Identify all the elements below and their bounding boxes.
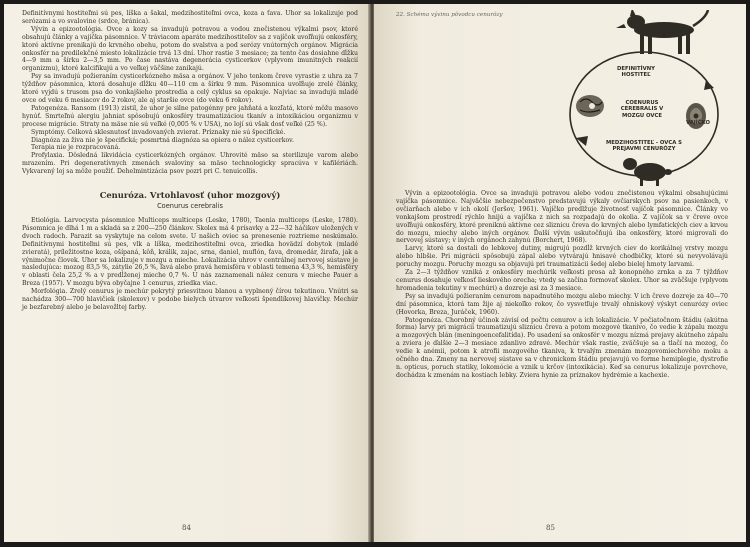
page-number: 84 (182, 524, 191, 532)
figure-caption: 22. Schéma vývinu pôvodcu cenurózy (396, 12, 503, 18)
coenurus-label: COENURUS CEREBRALIS V MOZGU OVCE (620, 100, 664, 119)
paragraph: Vývin a epizootológia. Ovce a kozy sa invadujú potravou a vodou znečistenou výkalmi psov, ktoré obsahujú články a vajíčka pásomnice. V tráviacom aparáte medzihostiteľov sa z vajíčok uvoľňujú onkosféry, ktoré aktívne prenikajú do krvného obehu, potom do svalstva a pod serózy vnútorných orgánov. Migrácia onkosfér na predilekčné miesto lokalizácie trvá 13 dní. Uhor rastie 3 mesiace; za tento čas dosiahne dĺžku 4—9 mm a šírku 2—3,5 mm. Po čase nastáva degenerácia cysticerkov (vplyvom imunitných reakcií organizmu), ktoré kalcifikujú a vo veľkej väčšine zanikajú. (22, 25, 359, 73)
right-page (374, 4, 746, 542)
section-title: Cenuróza. Vrtohlavosť (uhor mozgový) (99, 190, 281, 201)
paragraph: Symptómy. Celková sklesnutosť invadovaných zvierat. Príznaky nie sú špecifické. (31, 128, 286, 136)
definitive-host-label: DEFINITÍVNY HOSTITEĽ (617, 66, 655, 79)
sheep-icon (623, 158, 672, 186)
left-page (4, 4, 370, 542)
paragraph: Diagnóza za živa nie je špecifická; posmrtná diagnóza sa opiera o nález cysticerkov. (31, 136, 294, 144)
brain-icon (576, 95, 604, 117)
paragraph: Etiológia. Larvocysta pásomnice Multiceps multiceps (Leske, 1780), Taenia multiceps (Leske, 1780). Pásomnica je dlhá 1 m a skladá sa z 200—250 článkov. Skolex má 4 prísavky a 22—32 háčikov uložených v dvoch radoch. Parazit sa vyskytuje na celom svete. U našich oviec sa prenesenie roztrieme neskúmalo. Definitívnymi hostiteľmi sú pes, vlk a líška, medzihostiteľmi ovca, zriedka hovädzí dobytok (mladé zvieratá), príležitostne koza, ošípaná, kôň, králik, zajac, srna, daniel, muflón, ťava, dromedár, žirafa, jak a výnimočne človek. Uhor sa lokalizuje v mozgu a mieche. Lokalizácia uhrov v centrálnej nervovej sústave je nasledujúca: mozog 83,5 %, zátylie 26,5 %, ľavá alebo pravá hemisféra v oblasti temena 43,3 %, hemisféry v oblasti čela 25,2 % a v predĺženej mieche 0,7 %. U nás zaznamenali nález cenura v mieche Pauer a Breza (1957). V mozgu býva obyčajne 1 cenurus, zriedka viac. (22, 217, 358, 288)
paragraph: Za 2—3 týždňov vzniká z onkosféry mechúrik veľkosti prosa až konopného zrnka a za 7 týždňov cenurus dosahuje veľkosť lieskového orecha; vtedy sa začína formovať skolex. Uhor sa zväčšuje (vplyvom hromadenia tekutiny v mechúri) a dozreje asi za 3 mesiace. (396, 269, 728, 292)
paragraph: Definitívnymi hostiteľmi sú pes, líška a šakal, medzihostiteľmi ovca, koza a ťava. Uhor sa lokalizuje pod serózami a vo svalovine (srdce, bránica). (22, 10, 358, 25)
intermediate-host-label: MEDZIHOSTITEĽ - OVCA S PREJAVMI CENURÓZY (605, 140, 683, 153)
life-cycle-diagram (546, 10, 746, 186)
paragraph: Larvy, ktoré sa dostali do lebkovej dutiny, migrujú pozdĺž krvných ciev do korikálnej vrstvy mozgu alebo hlbšie. Pri migrácii spôsobujú zápal alebo vytvárajú hnisavé chodbičky, ktoré sú nevyvolávajú poruchy mozgu. Poruchy mozgu sa objavujú pri traumatizácii šedej alebo bielej hmoty larvami. (396, 245, 728, 269)
egg-label: VAJÍČKO (685, 120, 711, 126)
paragraph: Patogenéza. Chorobný účinok závisí od počtu cenurov a ich lokalizácie. V počiatočnom štádiu (akútna forma) larvy pri migrácii traumatizujú sliznicu čreva a potom mozgové tkanivo, čo vedie k zápalu mozgu a mozgových blán (meningoencefalitída). Po usadení sa onkosfér v mozgu nízmá prejavy akútneho zápalu a zviera je ďalšie 2—3 mesiace zdanlivo zdravé. Mechúr však rastie, zväčšuje sa a tlačí na mozog, čo vedie k anémii, potom k atrofii mozgového tkaniva, k trvalým zmenám mozgovomiechového moku a očného dna. Zmeny na nervovej sústave sa v chronickom štádiu prejavujú vo forme hemiplegie, dystrofie n. opticus, poruch statiky, lokomócie a vznik u krčov (intoxikácia). Keď sa cenurus lokalizuje povrchove, dochádza k zmenám na kostiach lebky. Zviera hynie za príznakov hydrémie a kachexie. (396, 316, 728, 379)
paragraph: Terapia nie je rozpracovaná. (31, 144, 121, 152)
paragraph: Patogenéza. Ransom (1913) zistil, že uhor je silne patogénny pre jahňatá a kozľatá, ktoré môžu masovo hynúť. Smrteľnú alergiu jahniat spôsobujú onkosféry traumatizáciou tkanív a intoxikáciou organizmu v procese migrácie. Straty na mäse nie sú veľké (0,005 % v USA), no lojí sú však dosť veľké (25 %). (22, 104, 358, 128)
page-number: 85 (546, 524, 555, 532)
paragraph: Profylaxia. Dôsledná likvidácia cysticerkózných orgánov. Uhrovité mäso sa sterilizuje varom alebo mrazením. Pri degeneratívnych zmenách svaloviny sa mäso technologicky spracúva v kafilériách. Vykvarený loj sa môže použiť. Dehelmintizácia psov pozri pri C. tenuicollis. (22, 152, 358, 176)
paragraph: Vývin a epizootológia. Ovce sa invadujú potravou alebo vodou znečistenou výkalmi obsahujúcimi vajíčka pásomnice. Najväčšie nebezpečenstvo predstavujú výkaly ovčiarskych psov na pasienkoch, v ovčiarňach alebo v ich okolí (Jeršov, 1961). Vajíčko predlžuje životnosť vajíčok pásomnice. Články vo vonkajšom prostredí rýchlo hnijú a vajíčka z nich sa rozpadajú do okolia. Z vajíčok sa v čreve ovce uvoľňujú onkosféry, ktoré preniknú aktívne cez sliznicu čreva do krvných alebo lymfatických ciev a krvou do mozgu, miechy alebo iných orgánov. Ďalší vývin uskutočňujú iba onkosféry, ktoré migrovali do nervovej sústavy; v iných orgánoch zahynú (Borchert, 1968). (396, 190, 728, 245)
paragraph: Psy sa invadujú požieraním cysticerkózneho mäsa a orgánov. V jeho tenkom čreve vyrastie z uhra za 7 týždňov pásomnica, ktorá dosahuje dĺžku 40—110 cm a šírku 9 mm. Pásomnica uvoľňuje zrelé články, ktoré vyjdú s trusom psa do vonkajšieho prostredia a celý cyklus sa opakuje. Najviac sa invadujú mladé ovce od veku 6 mesiacov do 2 rokov, ale aj staršie ovce (do veku 6 rokov). (22, 73, 358, 104)
paragraph: Psy sa invadujú požieraním cenurom napadnutého mozgu alebo miechy. V ich čreve dozreje za 40—70 dní pásomnica, ktorá tam žije aj niekoľko rokov, čo vysvetľuje trvalý ohniskový výskyt cenurózy oviec (Hovorka, Breza, Juráček, 1960). (396, 292, 728, 316)
dog-icon (616, 10, 708, 54)
paragraph: Morfológia. Zrelý cenurus je mechúr pokrytý priesvitnou blanou a vyplnený čírou tekutinou. Vnútri sa nachádza 300—700 hlavičiek (skolexov) v podobe bielych útvarov veľkosti špendlíkovej hlavičky. Mechúr je bezfarebný alebo je belavožltej farby. (22, 288, 358, 311)
section-subtitle: Coenurus cerebralis (157, 202, 223, 211)
life-cycle-figure (396, 10, 728, 186)
